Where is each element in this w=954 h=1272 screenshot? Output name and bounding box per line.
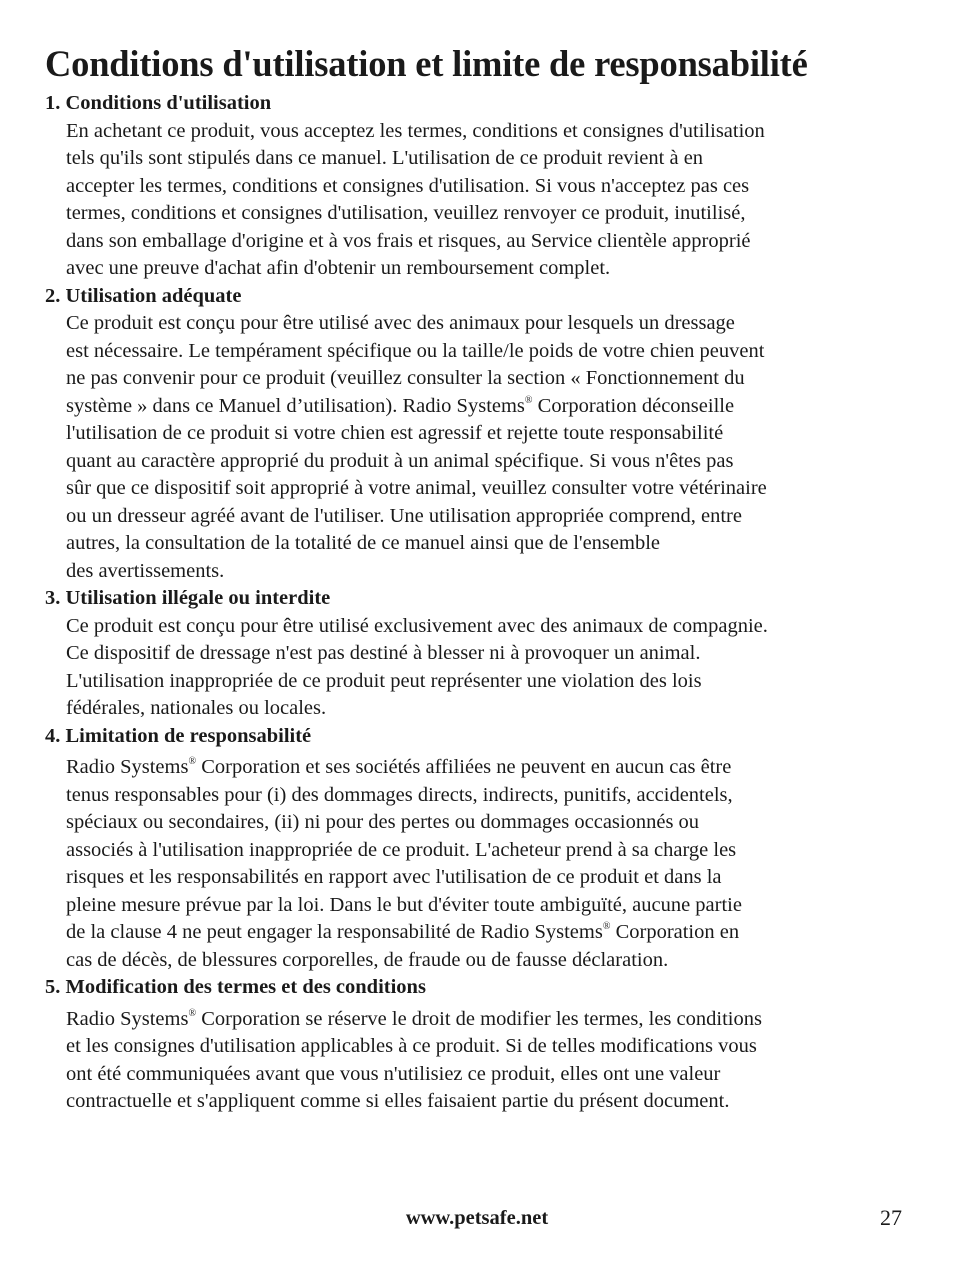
text-run: ou un dresseur agréé avant de l'utiliser. Une utilisation appropriée comprend, entre <box>66 504 742 527</box>
text-run: risques et les responsabilités en rapport avec l'utilisation de ce produit et dans la <box>66 866 722 888</box>
text-run: tenus responsables pour (i) des dommages directs, indirects, punitifs, accidentels, <box>66 783 733 806</box>
text-run: avec une preuve d'achat afin d'obtenir un remboursement complet. <box>66 257 611 279</box>
text-line <box>66 754 915 782</box>
text-line <box>66 310 915 338</box>
text-line <box>66 530 915 558</box>
text-line <box>66 668 915 696</box>
registered-mark: ® <box>602 921 611 933</box>
text-run: Radio Systems <box>66 1007 189 1030</box>
text-run: autres, la consultation de la totalité de ce manuel ainsi que de l'ensemble <box>66 532 660 554</box>
text-run: Corporation en <box>610 921 740 943</box>
text-line <box>66 448 915 476</box>
section-body <box>66 310 915 585</box>
text-line <box>66 892 915 920</box>
text-line <box>66 420 915 448</box>
section-3 <box>45 585 915 723</box>
text-run: accepter les termes, conditions et consignes d'utilisation. Si vous n'acceptez pas ces <box>66 174 750 197</box>
text-run: est nécessaire. Le tempérament spécifique ou la taille/le poids de votre chien peuvent <box>66 339 765 362</box>
text-line <box>66 255 915 283</box>
text-line <box>66 919 915 947</box>
text-run: associés à l'utilisation inappropriée de ce produit. L'acheteur prend à sa charge les <box>66 838 737 861</box>
section-body <box>66 754 915 974</box>
registered-mark: ® <box>524 394 533 406</box>
text-line <box>66 173 915 201</box>
text-line <box>66 1033 915 1061</box>
text-run: pleine mesure prévue par la loi. Dans le but d'éviter toute ambiguïté, aucune partie <box>66 893 742 916</box>
text-line <box>66 947 915 975</box>
text-run: fédérales, nationales ou locales. <box>66 697 327 719</box>
text-line <box>66 613 915 641</box>
section-4 <box>45 723 915 975</box>
text-run: termes, conditions et consignes d'utilisation, veuillez renvoyer ce produit, inutilisé, <box>66 202 746 224</box>
page-number: 27 <box>880 1205 902 1230</box>
text-run: dans son emballage d'origine et à vos frais et risques, au Service clientèle approprié <box>66 229 751 252</box>
text-run: système » dans ce Manuel d’utilisation). Radio Systems <box>66 394 525 417</box>
text-run: quant au caractère approprié du produit à un animal spécifique. Si vous n'êtes pas <box>66 449 734 472</box>
text-line <box>66 1061 915 1089</box>
text-line <box>66 864 915 892</box>
sections-list <box>45 90 915 1116</box>
text-run: Ce produit est conçu pour être utilisé avec des animaux pour lesquels un dressage <box>66 312 735 334</box>
text-line <box>66 782 915 810</box>
text-line <box>66 640 915 668</box>
text-run: de la clause 4 ne peut engager la responsabilité de Radio Systems <box>66 921 603 943</box>
section-2 <box>45 283 915 586</box>
text-run: Ce dispositif de dressage n'est pas destiné à blesser ni à provoquer un animal. <box>66 642 701 664</box>
page-content <box>45 38 915 1116</box>
section-5 <box>45 974 915 1116</box>
text-run: spéciaux ou secondaires, (ii) ni pour des pertes ou dommages occasionnés ou <box>66 811 700 833</box>
text-line <box>66 558 915 586</box>
text-run: Corporation se réserve le droit de modifier les termes, les conditions <box>196 1007 762 1030</box>
text-run: L'utilisation inappropriée de ce produit peut représenter une violation des lois <box>66 669 702 692</box>
text-line <box>66 338 915 366</box>
text-line <box>66 837 915 865</box>
text-run: contractuelle et s'appliquent comme si elles faisaient partie du présent document. <box>66 1090 730 1112</box>
registered-mark: ® <box>188 756 197 768</box>
text-run: l'utilisation de ce produit si votre chien est agressif et rejette toute responsabilité <box>66 422 724 444</box>
page-title: Conditions d'utilisation et limite de responsabilité <box>45 43 808 84</box>
text-line <box>66 228 915 256</box>
section-heading: 4. Limitation de responsabilité <box>45 724 312 747</box>
registered-mark: ® <box>188 1007 197 1019</box>
section-body <box>66 613 915 723</box>
section-heading: 3. Utilisation illégale ou interdite <box>45 587 331 609</box>
section-body <box>66 1006 915 1116</box>
text-run: et les consignes d'utilisation applicables à ce produit. Si de telles modifications vous <box>66 1035 757 1057</box>
text-line <box>66 365 915 393</box>
text-run: des avertissements. <box>66 559 225 582</box>
section-body <box>66 118 915 283</box>
text-line <box>66 1006 915 1034</box>
text-line <box>66 200 915 228</box>
text-run: ont été communiquées avant que vous n'utilisiez ce produit, elles ont une valeur <box>66 1062 721 1085</box>
text-line <box>66 695 915 723</box>
text-run: tels qu'ils sont stipulés dans ce manuel. L'utilisation de ce produit revient à en <box>66 147 704 169</box>
section-1 <box>45 90 915 283</box>
text-run: Radio Systems <box>66 756 189 778</box>
footer-url[interactable]: www.petsafe.net <box>405 1207 549 1229</box>
text-run: ne pas convenir pour ce produit (veuillez consulter la section « Fonctionnement du <box>66 367 745 389</box>
section-heading: 5. Modification des termes et des conditions <box>45 976 426 998</box>
text-run: Ce produit est conçu pour être utilisé exclusivement avec des animaux de compagnie. <box>66 614 768 637</box>
text-line <box>66 1088 915 1116</box>
text-run: Corporation et ses sociétés affiliées ne peuvent en aucun cas être <box>196 756 732 778</box>
section-heading: 2. Utilisation adéquate <box>45 284 242 307</box>
text-line <box>66 145 915 173</box>
text-run: Corporation déconseille <box>532 394 735 417</box>
text-line <box>66 393 915 421</box>
text-run: sûr que ce dispositif soit approprié à votre animal, veuillez consulter votre vétérinaire <box>66 477 767 499</box>
text-run: En achetant ce produit, vous acceptez les termes, conditions et consignes d'utilisation <box>66 119 765 142</box>
text-line <box>66 475 915 503</box>
section-heading: 1. Conditions d'utilisation <box>45 92 272 114</box>
text-run: cas de décès, de blessures corporelles, de fraude ou de fausse déclaration. <box>66 948 669 971</box>
text-line <box>66 809 915 837</box>
text-line <box>66 118 915 146</box>
text-line <box>66 503 915 531</box>
